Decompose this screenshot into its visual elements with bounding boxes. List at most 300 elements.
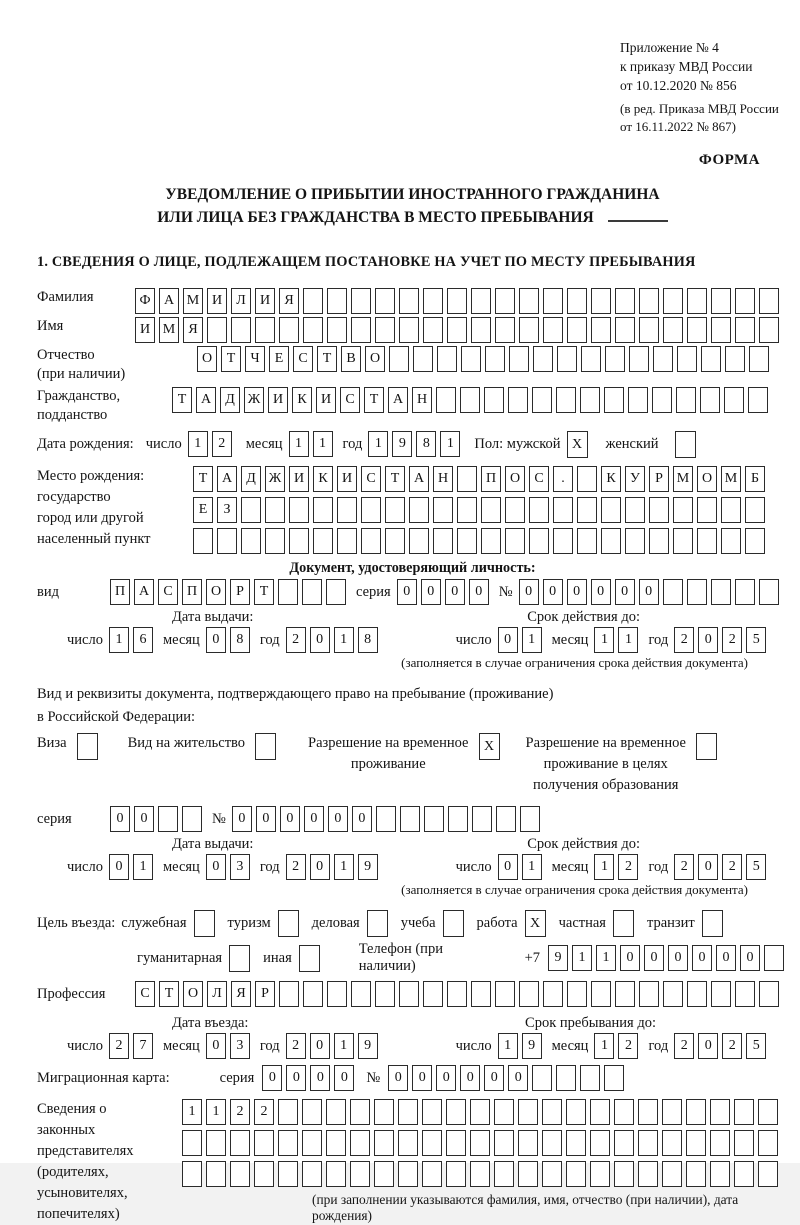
birth-place-cell[interactable] <box>289 497 309 523</box>
identity-issue-year-cell[interactable]: 2 <box>286 627 306 653</box>
birth-place-cell[interactable] <box>673 497 693 523</box>
stay-day-cell[interactable]: 1 <box>498 1033 518 1059</box>
identity-expiry-month-cell[interactable]: 1 <box>618 627 638 653</box>
residence-doc-number-cell[interactable] <box>472 806 492 832</box>
stay-year-cell[interactable]: 0 <box>698 1033 718 1059</box>
first-name-cell[interactable] <box>615 317 635 343</box>
phone-cell[interactable]: 9 <box>548 945 568 971</box>
birth-place-cell[interactable]: У <box>625 466 645 492</box>
identity-doc-series-cell[interactable]: 0 <box>445 579 465 605</box>
birth-month-cell[interactable]: 1 <box>313 431 333 457</box>
first-name-cell[interactable] <box>303 317 323 343</box>
citizenship-cell[interactable]: Н <box>412 387 432 413</box>
birth-place-cell[interactable] <box>577 466 597 492</box>
representatives-cell[interactable] <box>638 1099 658 1125</box>
profession-cell[interactable] <box>639 981 659 1007</box>
purpose-official-checkbox-cell[interactable] <box>194 910 215 937</box>
patronymic-cell[interactable] <box>677 346 697 372</box>
profession-cell[interactable] <box>471 981 491 1007</box>
profession-cell[interactable] <box>351 981 371 1007</box>
birth-year-cell[interactable]: 8 <box>416 431 436 457</box>
birth-place-cell[interactable] <box>505 497 525 523</box>
profession-cell[interactable] <box>663 981 683 1007</box>
citizenship-cell[interactable] <box>460 387 480 413</box>
representatives-cell[interactable] <box>254 1161 274 1187</box>
residence-expiry-month-cell[interactable]: 1 <box>594 854 614 880</box>
birth-place-cell[interactable] <box>337 528 357 554</box>
birth-place-cell[interactable] <box>193 528 213 554</box>
patronymic-cell[interactable] <box>533 346 553 372</box>
profession-cell[interactable] <box>375 981 395 1007</box>
representatives-cell[interactable] <box>542 1099 562 1125</box>
surname-cell[interactable] <box>663 288 683 314</box>
birth-place-cell[interactable] <box>649 528 669 554</box>
phone-cell[interactable]: 1 <box>596 945 616 971</box>
citizenship-cell[interactable] <box>556 387 576 413</box>
representatives-cell[interactable] <box>662 1161 682 1187</box>
birth-year-cell[interactable]: 9 <box>392 431 412 457</box>
representatives-cell[interactable] <box>758 1099 778 1125</box>
representatives-cell[interactable] <box>758 1130 778 1156</box>
patronymic-cell[interactable]: О <box>197 346 217 372</box>
representatives-cell[interactable] <box>326 1161 346 1187</box>
profession-cell[interactable]: С <box>135 981 155 1007</box>
purpose-tourism-checkbox-cell[interactable] <box>278 910 299 937</box>
surname-cell[interactable] <box>447 288 467 314</box>
residence-doc-number-cell[interactable] <box>424 806 444 832</box>
first-name-cell[interactable] <box>663 317 683 343</box>
entry-month-cell[interactable]: 0 <box>206 1033 226 1059</box>
birth-place-cell[interactable]: М <box>721 466 741 492</box>
stay-year-cell[interactable]: 2 <box>674 1033 694 1059</box>
residence-issue-year-cell[interactable]: 9 <box>358 854 378 880</box>
identity-doc-type-cell[interactable]: П <box>110 579 130 605</box>
first-name-cell[interactable] <box>207 317 227 343</box>
patronymic-cell[interactable] <box>413 346 433 372</box>
birth-place-cell[interactable] <box>433 497 453 523</box>
representatives-cell[interactable] <box>422 1099 442 1125</box>
identity-doc-series-cell[interactable]: 0 <box>397 579 417 605</box>
residence-doc-number-cell[interactable] <box>496 806 516 832</box>
birth-year-cell[interactable]: 1 <box>440 431 460 457</box>
birth-place-cell[interactable]: И <box>289 466 309 492</box>
surname-cell[interactable] <box>495 288 515 314</box>
representatives-cell[interactable] <box>494 1130 514 1156</box>
profession-cell[interactable] <box>279 981 299 1007</box>
first-name-cell[interactable] <box>279 317 299 343</box>
first-name-cell[interactable] <box>399 317 419 343</box>
birth-place-cell[interactable]: К <box>313 466 333 492</box>
representatives-cell[interactable] <box>686 1099 706 1125</box>
representatives-cell[interactable] <box>638 1130 658 1156</box>
first-name-cell[interactable] <box>519 317 539 343</box>
representatives-cell[interactable] <box>614 1099 634 1125</box>
representatives-cell[interactable] <box>206 1161 226 1187</box>
representatives-cell[interactable]: 1 <box>206 1099 226 1125</box>
representatives-cell[interactable] <box>686 1161 706 1187</box>
identity-doc-number-cell[interactable]: 0 <box>591 579 611 605</box>
birth-place-cell[interactable] <box>313 528 333 554</box>
citizenship-cell[interactable] <box>676 387 696 413</box>
profession-cell[interactable]: Я <box>231 981 251 1007</box>
residence-doc-number-cell[interactable]: 0 <box>304 806 324 832</box>
migration-card-number-cell[interactable]: 0 <box>436 1065 456 1091</box>
patronymic-cell[interactable] <box>605 346 625 372</box>
migration-card-number-cell[interactable]: 0 <box>460 1065 480 1091</box>
citizenship-cell[interactable] <box>508 387 528 413</box>
migration-card-number-cell[interactable]: 0 <box>388 1065 408 1091</box>
representatives-cell[interactable] <box>614 1161 634 1187</box>
representatives-cell[interactable] <box>446 1099 466 1125</box>
representatives-cell[interactable] <box>710 1161 730 1187</box>
surname-cell[interactable] <box>303 288 323 314</box>
sex-male-checkbox-cell[interactable]: X <box>567 431 588 458</box>
first-name-cell[interactable] <box>687 317 707 343</box>
residence-expiry-day-cell[interactable]: 0 <box>498 854 518 880</box>
phone-cell[interactable]: 0 <box>620 945 640 971</box>
representatives-cell[interactable] <box>230 1161 250 1187</box>
patronymic-cell[interactable]: Т <box>221 346 241 372</box>
surname-cell[interactable] <box>735 288 755 314</box>
surname-cell[interactable] <box>519 288 539 314</box>
patronymic-cell[interactable] <box>749 346 769 372</box>
representatives-cell[interactable]: 1 <box>182 1099 202 1125</box>
birth-year-cell[interactable]: 1 <box>368 431 388 457</box>
citizenship-cell[interactable]: С <box>340 387 360 413</box>
birth-place-cell[interactable] <box>289 528 309 554</box>
representatives-cell[interactable] <box>350 1161 370 1187</box>
birth-place-cell[interactable] <box>457 466 477 492</box>
first-name-cell[interactable] <box>639 317 659 343</box>
representatives-cell[interactable] <box>710 1099 730 1125</box>
residence-doc-number-cell[interactable] <box>448 806 468 832</box>
surname-cell[interactable] <box>711 288 731 314</box>
identity-issue-year-cell[interactable]: 0 <box>310 627 330 653</box>
birth-place-cell[interactable]: О <box>505 466 525 492</box>
profession-cell[interactable] <box>543 981 563 1007</box>
birth-place-cell[interactable] <box>529 497 549 523</box>
birth-place-cell[interactable] <box>457 497 477 523</box>
representatives-cell[interactable] <box>686 1130 706 1156</box>
residence-doc-number-cell[interactable]: 0 <box>328 806 348 832</box>
residence-issue-day-cell[interactable]: 0 <box>109 854 129 880</box>
profession-cell[interactable] <box>423 981 443 1007</box>
purpose-humanitarian-checkbox-cell[interactable] <box>229 945 250 972</box>
first-name-cell[interactable] <box>423 317 443 343</box>
birth-place-cell[interactable]: Ж <box>265 466 285 492</box>
surname-cell[interactable] <box>351 288 371 314</box>
first-name-cell[interactable] <box>543 317 563 343</box>
identity-expiry-year-cell[interactable]: 2 <box>674 627 694 653</box>
citizenship-cell[interactable]: А <box>196 387 216 413</box>
citizenship-cell[interactable]: А <box>388 387 408 413</box>
citizenship-cell[interactable] <box>748 387 768 413</box>
representatives-cell[interactable] <box>590 1161 610 1187</box>
profession-cell[interactable] <box>759 981 779 1007</box>
representatives-cell[interactable] <box>590 1130 610 1156</box>
profession-cell[interactable]: Л <box>207 981 227 1007</box>
surname-cell[interactable] <box>471 288 491 314</box>
birth-place-cell[interactable] <box>601 497 621 523</box>
birth-place-cell[interactable]: П <box>481 466 501 492</box>
profession-cell[interactable] <box>399 981 419 1007</box>
representatives-cell[interactable] <box>446 1161 466 1187</box>
birth-place-cell[interactable] <box>745 497 765 523</box>
surname-cell[interactable] <box>759 288 779 314</box>
migration-card-number-cell[interactable] <box>532 1065 552 1091</box>
phone-cell[interactable]: 0 <box>716 945 736 971</box>
representatives-cell[interactable] <box>566 1161 586 1187</box>
birth-place-cell[interactable] <box>673 528 693 554</box>
residence-doc-number-cell[interactable]: 0 <box>256 806 276 832</box>
residence-expiry-month-cell[interactable]: 2 <box>618 854 638 880</box>
identity-doc-number-cell[interactable]: 0 <box>639 579 659 605</box>
representatives-cell[interactable] <box>518 1161 538 1187</box>
first-name-cell[interactable]: Я <box>183 317 203 343</box>
birth-place-cell[interactable] <box>697 497 717 523</box>
birth-place-cell[interactable]: Б <box>745 466 765 492</box>
birth-place-cell[interactable] <box>433 528 453 554</box>
surname-cell[interactable]: Ф <box>135 288 155 314</box>
surname-cell[interactable] <box>399 288 419 314</box>
representatives-cell[interactable] <box>182 1161 202 1187</box>
representatives-cell[interactable] <box>638 1161 658 1187</box>
phone-cell[interactable]: 0 <box>692 945 712 971</box>
phone-cell[interactable] <box>764 945 784 971</box>
first-name-cell[interactable] <box>735 317 755 343</box>
representatives-cell[interactable]: 2 <box>254 1099 274 1125</box>
migration-card-series-cell[interactable]: 0 <box>334 1065 354 1091</box>
birth-place-cell[interactable] <box>385 497 405 523</box>
birth-place-cell[interactable] <box>481 497 501 523</box>
patronymic-cell[interactable]: Е <box>269 346 289 372</box>
representatives-cell[interactable] <box>710 1130 730 1156</box>
representatives-cell[interactable] <box>398 1130 418 1156</box>
representatives-cell[interactable] <box>470 1161 490 1187</box>
birth-place-cell[interactable] <box>625 528 645 554</box>
citizenship-cell[interactable] <box>700 387 720 413</box>
patronymic-cell[interactable] <box>509 346 529 372</box>
surname-cell[interactable] <box>615 288 635 314</box>
profession-cell[interactable] <box>687 981 707 1007</box>
birth-place-cell[interactable]: М <box>673 466 693 492</box>
residence-doc-number-cell[interactable] <box>520 806 540 832</box>
birth-place-cell[interactable] <box>577 528 597 554</box>
residence-issue-month-cell[interactable]: 0 <box>206 854 226 880</box>
representatives-cell[interactable] <box>734 1099 754 1125</box>
representatives-cell[interactable] <box>374 1099 394 1125</box>
entry-year-cell[interactable]: 1 <box>334 1033 354 1059</box>
profession-cell[interactable]: Р <box>255 981 275 1007</box>
representatives-cell[interactable] <box>758 1161 778 1187</box>
entry-day-cell[interactable]: 2 <box>109 1033 129 1059</box>
identity-expiry-month-cell[interactable]: 1 <box>594 627 614 653</box>
identity-doc-number-cell[interactable] <box>759 579 779 605</box>
surname-cell[interactable] <box>639 288 659 314</box>
surname-cell[interactable] <box>423 288 443 314</box>
birth-place-cell[interactable] <box>457 528 477 554</box>
first-name-cell[interactable] <box>711 317 731 343</box>
patronymic-cell[interactable]: Ч <box>245 346 265 372</box>
birth-place-cell[interactable]: Т <box>193 466 213 492</box>
identity-doc-type-cell[interactable]: Т <box>254 579 274 605</box>
identity-doc-type-cell[interactable]: Р <box>230 579 250 605</box>
purpose-private-checkbox-cell[interactable] <box>613 910 634 937</box>
birth-place-cell[interactable] <box>625 497 645 523</box>
identity-expiry-year-cell[interactable]: 2 <box>722 627 742 653</box>
patronymic-cell[interactable]: Т <box>317 346 337 372</box>
representatives-cell[interactable] <box>326 1130 346 1156</box>
identity-expiry-year-cell[interactable]: 0 <box>698 627 718 653</box>
residence-issue-year-cell[interactable]: 2 <box>286 854 306 880</box>
migration-card-series-cell[interactable]: 0 <box>286 1065 306 1091</box>
citizenship-cell[interactable]: К <box>292 387 312 413</box>
birth-place-cell[interactable] <box>361 528 381 554</box>
representatives-cell[interactable] <box>278 1161 298 1187</box>
representatives-cell[interactable] <box>302 1130 322 1156</box>
birth-place-cell[interactable] <box>649 497 669 523</box>
profession-cell[interactable] <box>447 981 467 1007</box>
birth-place-cell[interactable]: Е <box>193 497 213 523</box>
profession-cell[interactable] <box>591 981 611 1007</box>
residence-issue-day-cell[interactable]: 1 <box>133 854 153 880</box>
birth-place-cell[interactable] <box>265 497 285 523</box>
identity-doc-series-cell[interactable]: 0 <box>421 579 441 605</box>
birth-place-cell[interactable] <box>409 497 429 523</box>
representatives-cell[interactable] <box>398 1161 418 1187</box>
birth-day-cell[interactable]: 2 <box>212 431 232 457</box>
birth-place-cell[interactable]: . <box>553 466 573 492</box>
birth-place-cell[interactable]: Т <box>385 466 405 492</box>
surname-cell[interactable] <box>543 288 563 314</box>
birth-place-cell[interactable] <box>529 528 549 554</box>
residence-expiry-day-cell[interactable]: 1 <box>522 854 542 880</box>
stay-year-cell[interactable]: 5 <box>746 1033 766 1059</box>
patronymic-cell[interactable]: С <box>293 346 313 372</box>
representatives-cell[interactable] <box>206 1130 226 1156</box>
profession-cell[interactable] <box>735 981 755 1007</box>
representatives-cell[interactable] <box>734 1130 754 1156</box>
sex-female-checkbox-cell[interactable] <box>675 431 696 458</box>
identity-doc-number-cell[interactable]: 0 <box>543 579 563 605</box>
residence-doc-series-cell[interactable] <box>182 806 202 832</box>
first-name-cell[interactable]: И <box>135 317 155 343</box>
profession-cell[interactable]: Т <box>159 981 179 1007</box>
purpose-other-checkbox-cell[interactable] <box>299 945 320 972</box>
birth-month-cell[interactable]: 1 <box>289 431 309 457</box>
stay-year-cell[interactable]: 2 <box>722 1033 742 1059</box>
residence-doc-series-cell[interactable] <box>158 806 178 832</box>
representatives-cell[interactable] <box>542 1130 562 1156</box>
patronymic-cell[interactable] <box>725 346 745 372</box>
first-name-cell[interactable] <box>447 317 467 343</box>
birth-place-cell[interactable] <box>721 528 741 554</box>
stay-day-cell[interactable]: 9 <box>522 1033 542 1059</box>
birth-place-cell[interactable]: С <box>529 466 549 492</box>
birth-place-cell[interactable] <box>361 497 381 523</box>
representatives-cell[interactable] <box>662 1130 682 1156</box>
identity-doc-type-cell[interactable] <box>278 579 298 605</box>
representatives-cell[interactable] <box>662 1099 682 1125</box>
entry-year-cell[interactable]: 2 <box>286 1033 306 1059</box>
birth-place-cell[interactable]: Н <box>433 466 453 492</box>
citizenship-cell[interactable] <box>652 387 672 413</box>
purpose-study-checkbox-cell[interactable] <box>443 910 464 937</box>
identity-doc-type-cell[interactable] <box>302 579 322 605</box>
patronymic-cell[interactable] <box>557 346 577 372</box>
migration-card-series-cell[interactable]: 0 <box>262 1065 282 1091</box>
residence-doc-number-cell[interactable]: 0 <box>352 806 372 832</box>
birth-place-cell[interactable] <box>481 528 501 554</box>
identity-doc-type-cell[interactable]: О <box>206 579 226 605</box>
identity-doc-number-cell[interactable] <box>663 579 683 605</box>
purpose-transit-checkbox-cell[interactable] <box>702 910 723 937</box>
residence-doc-number-cell[interactable]: 0 <box>232 806 252 832</box>
identity-doc-number-cell[interactable] <box>711 579 731 605</box>
first-name-cell[interactable] <box>567 317 587 343</box>
identity-issue-month-cell[interactable]: 8 <box>230 627 250 653</box>
migration-card-number-cell[interactable]: 0 <box>484 1065 504 1091</box>
citizenship-cell[interactable] <box>484 387 504 413</box>
patronymic-cell[interactable] <box>629 346 649 372</box>
surname-cell[interactable] <box>591 288 611 314</box>
representatives-cell[interactable] <box>590 1099 610 1125</box>
representatives-cell[interactable] <box>422 1130 442 1156</box>
patronymic-cell[interactable]: О <box>365 346 385 372</box>
representatives-cell[interactable] <box>374 1130 394 1156</box>
first-name-cell[interactable] <box>231 317 251 343</box>
representatives-cell[interactable] <box>494 1161 514 1187</box>
patronymic-cell[interactable] <box>461 346 481 372</box>
birth-place-cell[interactable]: О <box>697 466 717 492</box>
residence-expiry-year-cell[interactable]: 2 <box>674 854 694 880</box>
temp-residence-checkbox-cell[interactable]: X <box>479 733 500 760</box>
patronymic-cell[interactable] <box>389 346 409 372</box>
surname-cell[interactable]: Я <box>279 288 299 314</box>
representatives-cell[interactable] <box>254 1130 274 1156</box>
first-name-cell[interactable] <box>351 317 371 343</box>
representatives-cell[interactable] <box>374 1161 394 1187</box>
entry-day-cell[interactable]: 7 <box>133 1033 153 1059</box>
phone-cell[interactable]: 0 <box>644 945 664 971</box>
purpose-business-checkbox-cell[interactable] <box>367 910 388 937</box>
birth-place-cell[interactable] <box>241 497 261 523</box>
first-name-cell[interactable] <box>591 317 611 343</box>
residence-issue-month-cell[interactable]: 3 <box>230 854 250 880</box>
citizenship-cell[interactable]: Т <box>172 387 192 413</box>
stay-month-cell[interactable]: 2 <box>618 1033 638 1059</box>
identity-expiry-year-cell[interactable]: 5 <box>746 627 766 653</box>
migration-card-number-cell[interactable] <box>580 1065 600 1091</box>
profession-cell[interactable] <box>327 981 347 1007</box>
patronymic-cell[interactable] <box>437 346 457 372</box>
representatives-cell[interactable] <box>350 1099 370 1125</box>
first-name-cell[interactable] <box>255 317 275 343</box>
identity-doc-type-cell[interactable]: А <box>134 579 154 605</box>
representatives-cell[interactable]: 2 <box>230 1099 250 1125</box>
birth-place-cell[interactable]: А <box>217 466 237 492</box>
representatives-cell[interactable] <box>470 1099 490 1125</box>
representatives-cell[interactable] <box>734 1161 754 1187</box>
birth-place-cell[interactable]: Р <box>649 466 669 492</box>
identity-expiry-day-cell[interactable]: 1 <box>522 627 542 653</box>
first-name-cell[interactable] <box>375 317 395 343</box>
migration-card-series-cell[interactable]: 0 <box>310 1065 330 1091</box>
migration-card-number-cell[interactable] <box>604 1065 624 1091</box>
residence-expiry-year-cell[interactable]: 5 <box>746 854 766 880</box>
patronymic-cell[interactable] <box>485 346 505 372</box>
entry-month-cell[interactable]: 3 <box>230 1033 250 1059</box>
